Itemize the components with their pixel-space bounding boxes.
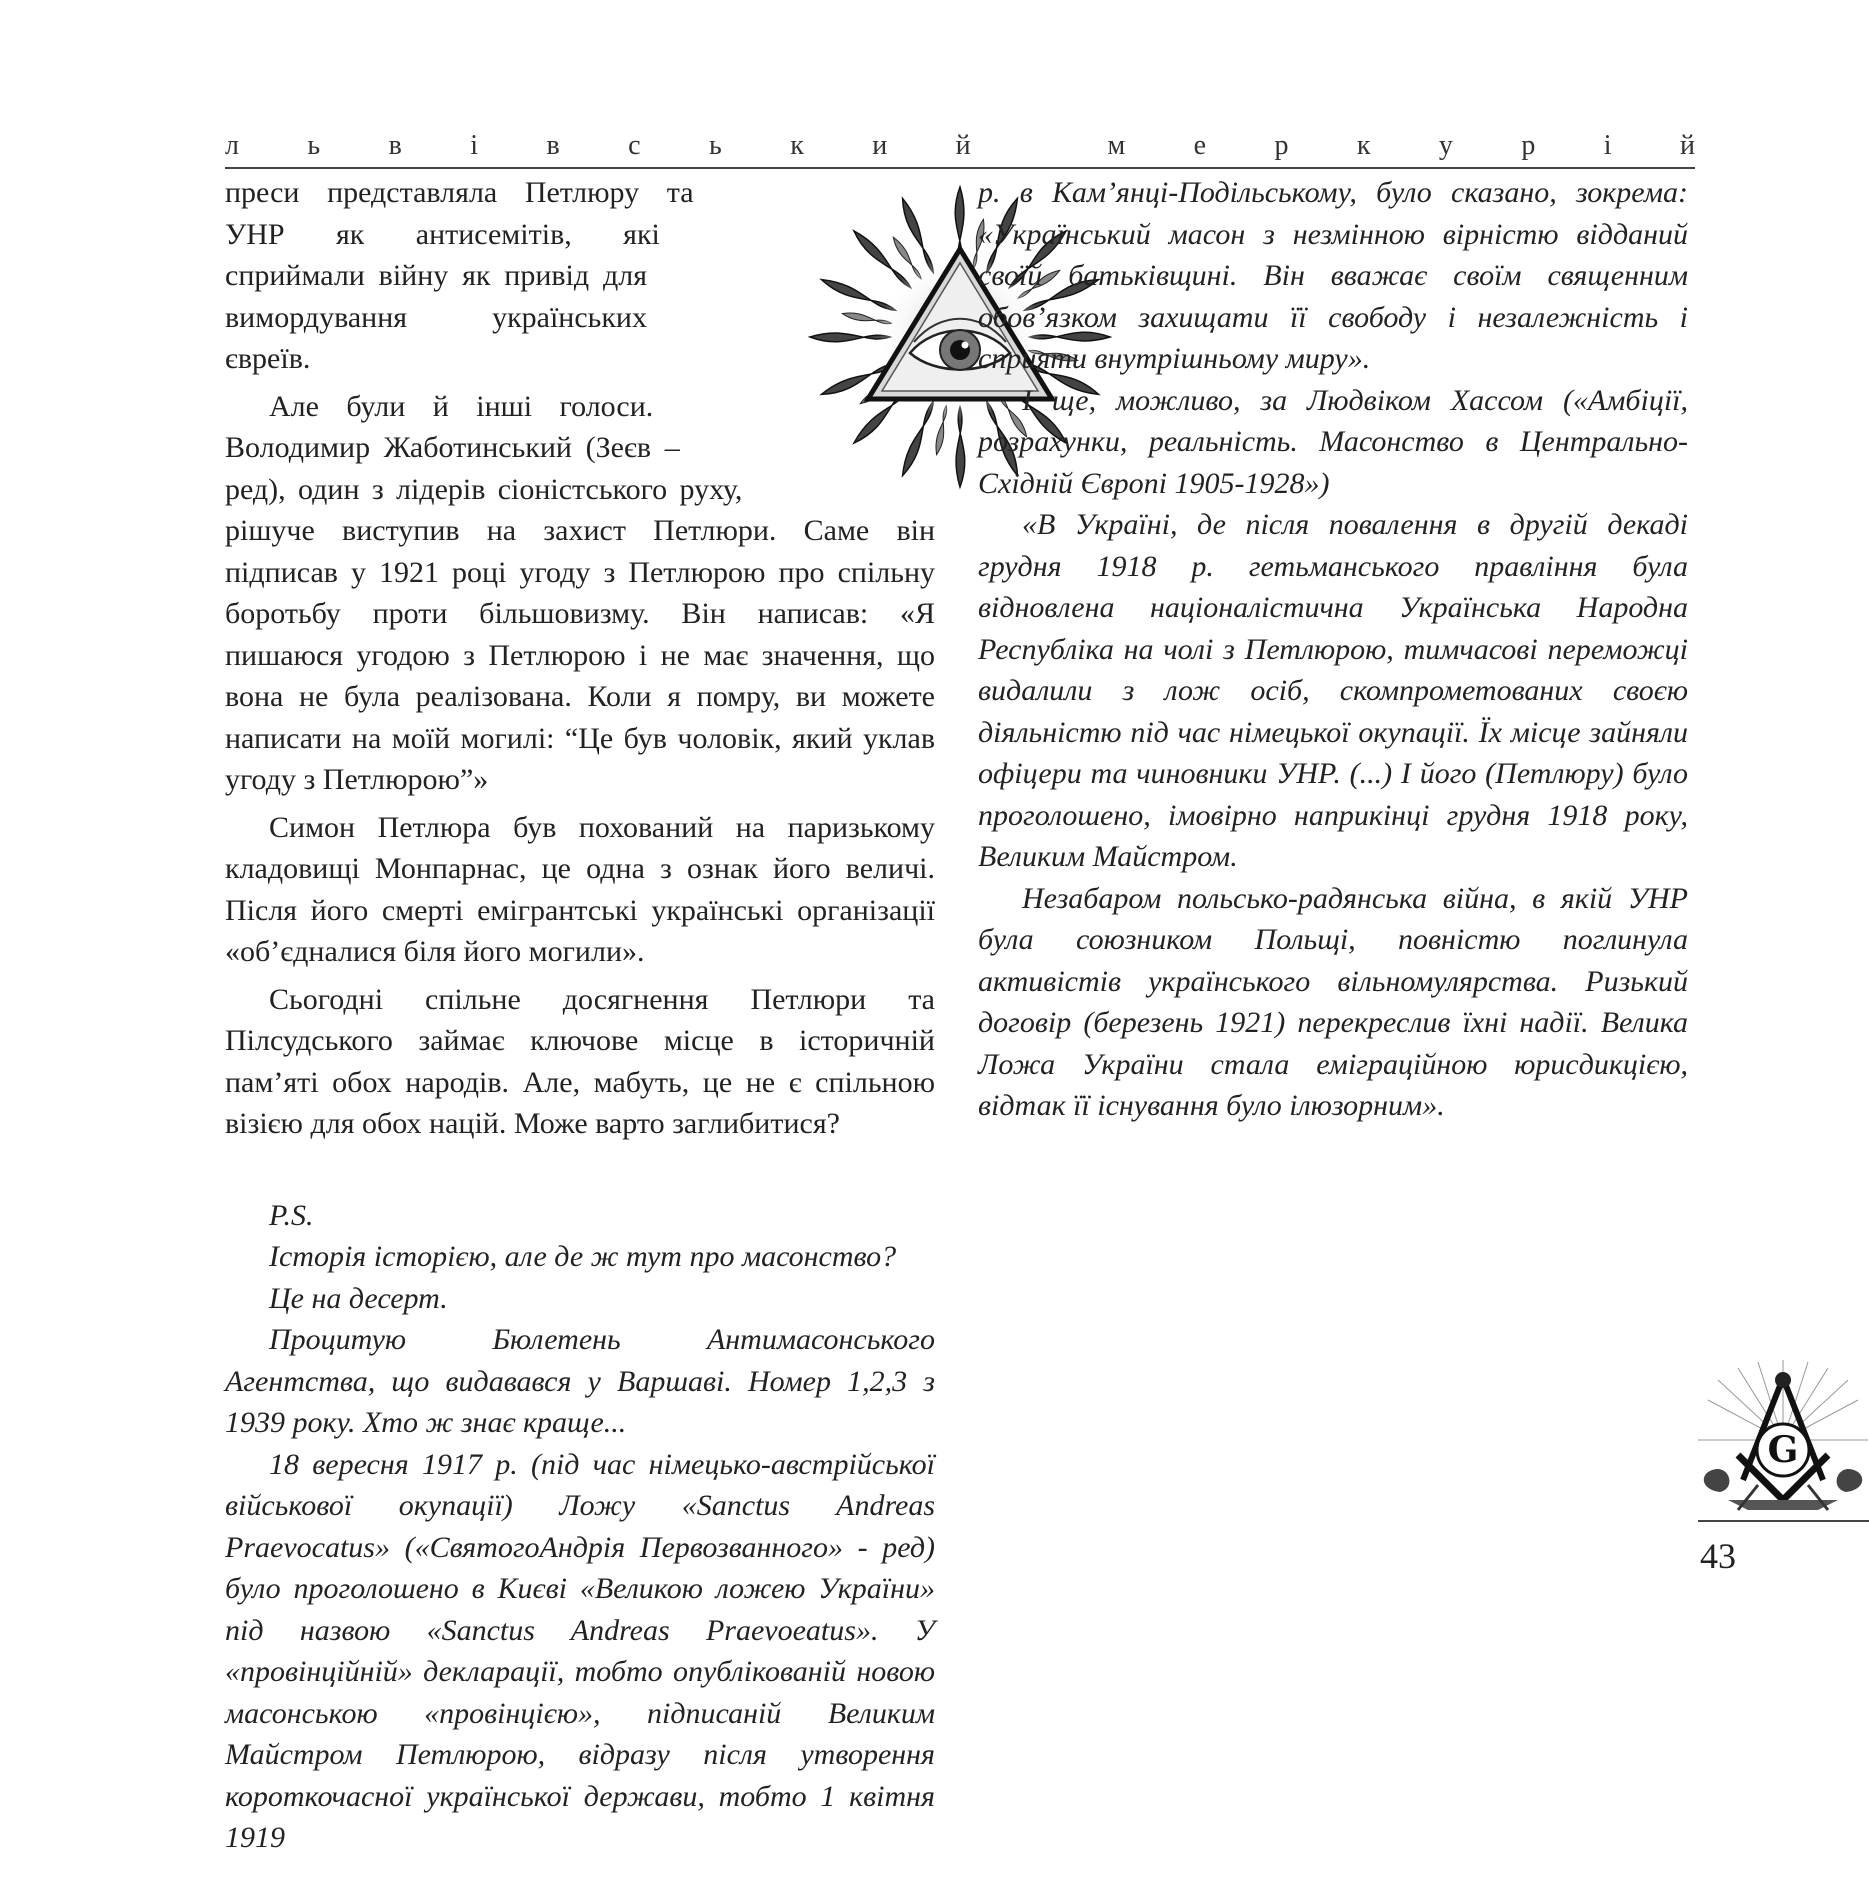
- running-header: [225, 130, 1695, 162]
- header-letter: ь: [708, 130, 722, 161]
- paragraph: 18 вересня 1917 р. (під час німецько-австрійської військової окупації) Ложу «Sanctus Andreas Praevocatus» («СвятогоАндрія Первозванного» - ред) було проголошено в Києві «Великою ложею України» під назвою «Sanctus Andreas Praevoeatus». У «провінційній» декларації, тобто опублікованій новою масонською «провінцією», підписаній Великим Майстром Петлюрою, відразу після утворення короткочасної української держави, тобто 1 квітня 1919: [225, 1447, 935, 1854]
- paragraph: Процитую Бюлетень Антимасонського Агентства, що видавався у Варшаві. Номер 1,2,3 з 1939 року. Хто ж знає краще...: [225, 1323, 935, 1439]
- header-letter: с: [628, 130, 641, 161]
- header-letter: к: [1356, 130, 1371, 161]
- header-letter: л: [225, 130, 239, 161]
- paragraph: Симон Петлюра був похований на паризькому кладовищі Монпарнас, це одна з ознак його величі. Після його смерті емігрантські українські організації «об’єдналися біля його могили».: [225, 810, 935, 968]
- footer-rule: [1698, 1520, 1869, 1522]
- header-letter: е: [1193, 130, 1207, 161]
- header-letter: к: [790, 130, 804, 161]
- header-letter: р: [1274, 130, 1289, 161]
- emblem-letter: G: [1767, 1429, 1799, 1471]
- header-letter: ь: [307, 130, 321, 161]
- header-letter: й: [955, 130, 971, 161]
- paragraph: преси представляла Петлюру та УНР як антисемітів, які сприймали війну як привід для вимордування українських євреїв.: [225, 176, 694, 375]
- header-letter: в: [388, 130, 402, 161]
- header-letter: р: [1521, 130, 1536, 161]
- paragraph: Сьогодні спільне досягнення Петлюри та Пілсудського займає ключове місце в історичній пам’яті обох народів. Але, мабуть, це не є спільною візією для обох націй. Може варто заглибитися?: [225, 982, 935, 1140]
- paragraph: Це на десерт.: [269, 1281, 448, 1315]
- paragraph: Незабаром польсько-радянська війна, в якій УНР була союзником Польщі, повністю поглинула активістів українського вільномулярства. Ризький договір (березень 1921) перекреслив їхні надії. Велика Ложа України стала еміграційною юрисдикцією, відтак її існування було ілюзорним».: [978, 881, 1688, 1122]
- header-letter: й: [1679, 130, 1695, 161]
- ps-label: P.S.: [269, 1198, 314, 1232]
- header-letter: і: [470, 130, 479, 161]
- paragraph: р. в Кам’янці-Подільському, було сказано, зокрема: «Український масон з незмінною вірністю відданий своїй батьківщині. Він вважає своїм священним обов’язком захищати її свободу і незалежність і сприяти внутрішньому миру».: [978, 176, 1688, 375]
- header-letter: в: [546, 130, 560, 161]
- paragraph: Але були й інші голоси. Володимир Жаботинський (Зеєв – ред), один з лідерів сіоністського руху, рішуче виступив на захист Петлюри. Саме він підписав у 1921 році угоду з Петлюрою про спільну боротьбу проти більшовизму. Він написав: «Я пишаюся угодою з Петлюрою і не має значення, що вона не була реалізована. Коли я помру, ви можете написати на моїй могилі: “Це був чоловік, який уклав угоду з Петлюрою”»: [225, 389, 935, 796]
- header-letter: м: [1107, 130, 1126, 161]
- paragraph: «В Україні, де після повалення в другій декаді грудня 1918 р. гетьманського правління була відновлена націоналістична Українська Народна Республіка на чолі з Петлюрою, тимчасові переможці видалили з лож осіб, скомпрометованих своєю діяльністю під час німецької окупації. Їх місце зайняли офіцери та чиновники УНР. (...) І його (Петлюру) було проголошено, імовірно наприкінці грудня 1918 року, Великим Майстром.: [978, 508, 1688, 873]
- right-column: [978, 172, 1688, 1127]
- header-letter: и: [872, 130, 888, 161]
- square-compass-emblem-icon: [1698, 1360, 1868, 1520]
- paragraph: І ще, можливо, за Людвіком Хассом («Амбіції, розрахунки, реальність. Масонство в Центрально-Східній Європі 1905-1928»): [978, 383, 1688, 500]
- eye-wrap-space: [818, 172, 956, 482]
- header-letter: у: [1438, 130, 1453, 161]
- header-letter: і: [1603, 130, 1612, 161]
- page-number: 43: [1700, 1536, 1736, 1576]
- header-rule: [225, 167, 1695, 169]
- paragraph: Історія історією, але де ж тут про масонство?: [269, 1240, 897, 1273]
- postscript: [225, 1195, 935, 1859]
